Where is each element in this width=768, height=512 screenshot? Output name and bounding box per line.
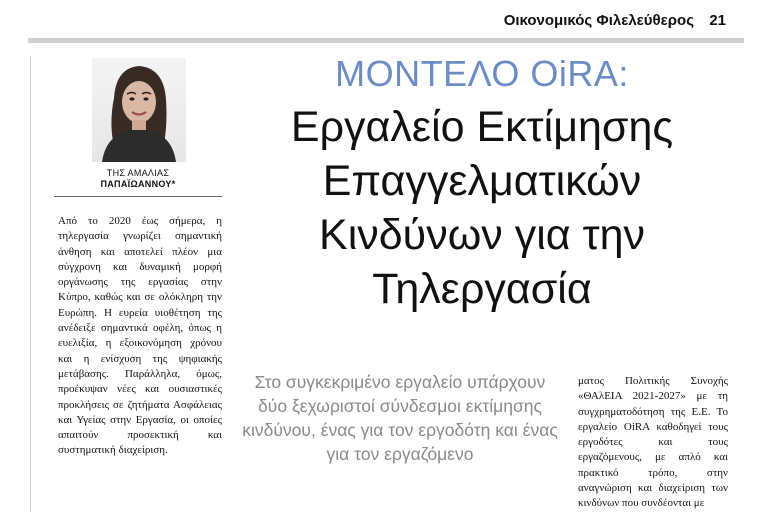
page-header bbox=[0, 0, 768, 46]
byline bbox=[60, 168, 216, 190]
article-body-right-column: ματος Πολιτικής Συνοχής «ΘΑλΕΙΑ 2021-2027» με τη συγχρηματοδότηση της Ε.Ε. Το εργαλείο OiRA καθοδηγεί τους εργοδότες και τους εργαζόμενους, με απλό και πρακτικό τρόπο, στην αναγνώριση και διαχείριση των κινδύνων που συνδέονται με bbox=[578, 375, 728, 510]
byline-divider bbox=[54, 196, 222, 197]
subheadline: Στο συγκεκριμένο εργαλείο υπάρχουν δύο ξεχωριστοί σύνδεσμοι εκτίμησης κινδύνου, ένας για τον εργοδότη και ένας για τον εργαζόμενο bbox=[242, 372, 558, 464]
byline-prefix: ΤΗΣ ΑΜΑΛΙΑΣ bbox=[106, 168, 170, 178]
author-name: ΠΑΠΑΪΩΑΝΝΟΥ* bbox=[100, 179, 176, 189]
headline-title: Εργαλείο Εκτίμησης Επαγγελματικών Κινδύνων για την Τηλεργασία bbox=[290, 103, 674, 313]
page-number: 21 bbox=[709, 12, 726, 29]
column-divider bbox=[30, 56, 31, 512]
publication-name: Οικονομικός Φιλελεύθερος bbox=[503, 12, 694, 29]
header-rule bbox=[28, 38, 744, 43]
headline-kicker: ΜΟΝΤΕΛΟ OiRA: bbox=[335, 53, 629, 94]
author-photo bbox=[92, 58, 186, 162]
article-body-left-column: Από το 2020 έως σήμερα, η τηλεργασία γνωρίζει σημαντική άνθηση και αποτελεί πλέον μια σύγχρονη και δυναμική μορφή οργάνωσης της εργασίας στην Κύπρο, καθώς και σε ολόκληρη την Ευρώπη. Η ευρεία υιοθέτηση της ανέδειξε σημαντικά οφέλη, όπως η ευελιξία, η εξοικονόμηση χρόνου και η ενίσχυση της ψηφιακής μετάβασης. Παράλληλα, όμως, προέκυψαν νέες και ουσιαστικές προκλήσεις σε ζητήματα Ασφάλειας και Υγείας στην Εργασία, οι οποίες απαιτούν προσεκτική και συστηματική διαχείριση. bbox=[58, 215, 222, 457]
